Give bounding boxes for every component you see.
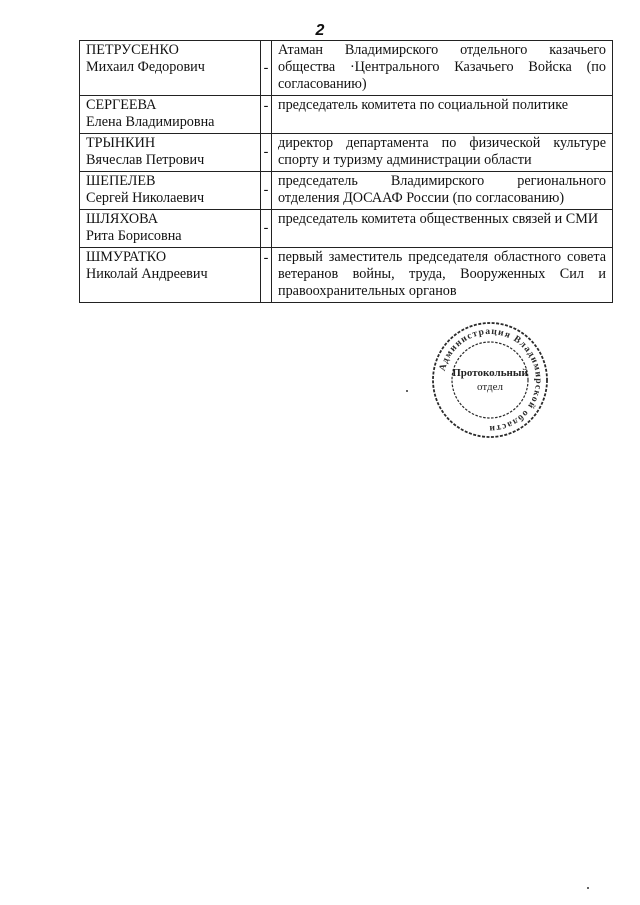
member-name-cell bbox=[80, 210, 261, 248]
table-row bbox=[80, 248, 613, 303]
member-given-names: Елена Владимировна bbox=[86, 114, 215, 130]
member-role: председатель комитета по социальной политике bbox=[272, 96, 613, 134]
member-given-names: Михаил Федорович bbox=[86, 59, 205, 75]
member-surname: ШМУРАТКО bbox=[86, 249, 167, 265]
table-row bbox=[80, 134, 613, 172]
member-surname: СЕРГЕЕВА bbox=[86, 97, 157, 113]
table-row bbox=[80, 41, 613, 96]
table-row bbox=[80, 172, 613, 210]
table-row bbox=[80, 210, 613, 248]
member-role: первый заместитель председателя областного совета ветеранов войны, труда, Вооруженных Сил и правоохранительных органов bbox=[272, 248, 613, 303]
member-dash: - bbox=[261, 134, 272, 172]
member-name-cell bbox=[80, 134, 261, 172]
member-given-names: Рита Борисовна bbox=[86, 228, 182, 244]
member-surname: ТРЫНКИН bbox=[86, 135, 156, 151]
member-surname: ШЕПЕЛЕВ bbox=[86, 173, 156, 189]
member-name-cell bbox=[80, 41, 261, 96]
member-given-names: Вячеслав Петрович bbox=[86, 152, 205, 168]
member-surname: ПЕТРУСЕНКО bbox=[86, 42, 179, 58]
official-stamp bbox=[430, 320, 550, 440]
scan-speck bbox=[406, 390, 408, 392]
member-name-cell bbox=[80, 172, 261, 210]
table-row bbox=[80, 96, 613, 134]
member-dash: - bbox=[261, 96, 272, 134]
member-role: председатель Владимирского регионального отделения ДОСААФ России (по согласованию) bbox=[272, 172, 613, 210]
member-given-names: Николай Андреевич bbox=[86, 266, 208, 282]
member-dash: - bbox=[261, 248, 272, 303]
member-dash: - bbox=[261, 41, 272, 96]
scan-speck bbox=[587, 887, 589, 889]
stamp-center-text bbox=[430, 366, 550, 394]
member-dash: - bbox=[261, 172, 272, 210]
member-name-cell bbox=[80, 248, 261, 303]
member-dash: - bbox=[261, 210, 272, 248]
member-given-names: Сергей Николаевич bbox=[86, 190, 205, 206]
stamp-ring-text: Администрация Владимирской области bbox=[437, 326, 544, 434]
stamp-center-line1: Протокольный bbox=[452, 367, 528, 379]
members-table bbox=[79, 40, 613, 303]
member-role: Атаман Владимирского отдельного казачьего общества ·Центрального Казачьего Войска (по согласованию) bbox=[272, 41, 613, 96]
stamp-center-line2: отдел bbox=[477, 381, 503, 393]
member-name-cell bbox=[80, 96, 261, 134]
member-role: директор департамента по физической культуре спорту и туризму администрации области bbox=[272, 134, 613, 172]
member-surname: ШЛЯХОВА bbox=[86, 211, 158, 227]
page-number: 2 bbox=[315, 22, 325, 39]
member-role: председатель комитета общественных связей и СМИ bbox=[272, 210, 613, 248]
